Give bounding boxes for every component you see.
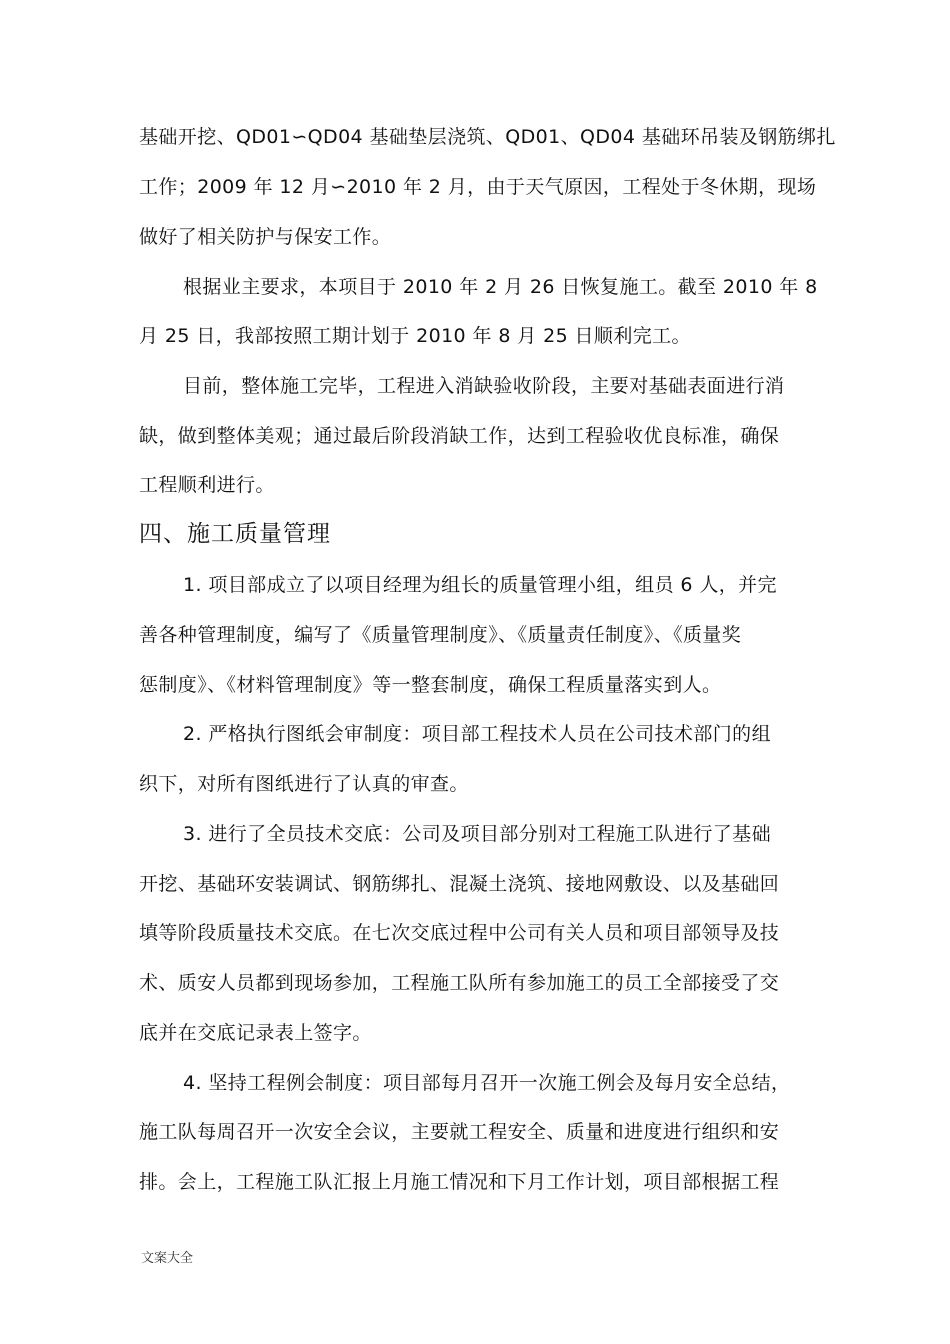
paragraph-line: 做好了相关防护与保安工作。 <box>139 226 392 248</box>
paragraph-line: 排。会上，工程施工队汇报上月施工情况和下月工作计划，项目部根据工程 <box>139 1171 780 1193</box>
paragraph-line: 工作；2009 年 12 月∽2010 年 2 月，由于天气原因，工程处于冬休期，现场 <box>139 176 817 198</box>
page-footer: 文案大全 <box>141 1251 194 1266</box>
paragraph-line: 目前，整体施工完毕，工程进入消缺验收阶段，主要对基础表面进行消 <box>183 375 785 397</box>
paragraph-line: 善各种管理制度，编写了《质量管理制度》、《质量责任制度》、《质量奖 <box>139 624 742 646</box>
paragraph-line: 4. 坚持工程例会制度：项目部每月召开一次施工例会及每月安全总结， <box>183 1072 791 1094</box>
paragraph-line: 根据业主要求，本项目于 2010 年 2 月 26 日恢复施工。截至 2010 年 8 <box>183 276 818 298</box>
paragraph-line: 织下，对所有图纸进行了认真的审查。 <box>139 773 469 795</box>
paragraph-line: 惩制度》、《材料管理制度》等一整套制度，确保工程质量落实到人。 <box>139 674 722 696</box>
paragraph-line: 3. 进行了全员技术交底：公司及项目部分别对工程施工队进行了基础 <box>183 823 771 845</box>
paragraph-line: 术、质安人员都到现场参加，工程施工队所有参加施工的员工全部接受了交 <box>139 972 780 994</box>
paragraph-line: 2. 严格执行图纸会审制度：项目部工程技术人员在公司技术部门的组 <box>183 723 771 745</box>
paragraph-line: 月 25 日，我部按照工期计划于 2010 年 8 月 25 日顺利完工。 <box>139 325 691 347</box>
paragraph-line: 施工队每周召开一次安全会议，主要就工程安全、质量和进度进行组织和安 <box>139 1121 780 1143</box>
paragraph-line: 基础开挖、QD01∽QD04 基础垫层浇筑、QD01、QD04 基础环吊装及钢筋绑扎 <box>139 126 836 148</box>
paragraph-line: 底并在交底记录表上签字。 <box>139 1022 372 1044</box>
paragraph-line: 工程顺利进行。 <box>139 474 275 496</box>
paragraph-line: 1. 项目部成立了以项目经理为组长的质量管理小组，组员 6 人，并完 <box>183 574 777 596</box>
paragraph-line: 缺，做到整体美观；通过最后阶段消缺工作，达到工程验收优良标准，确保 <box>139 425 780 447</box>
section-heading: 四、施工质量管理 <box>139 521 331 547</box>
paragraph-line: 开挖、基础环安装调试、钢筋绑扎、混凝土浇筑、接地网敷设、以及基础回 <box>139 873 780 895</box>
paragraph-line: 填等阶段质量技术交底。在七次交底过程中公司有关人员和项目部领导及技 <box>139 922 780 944</box>
